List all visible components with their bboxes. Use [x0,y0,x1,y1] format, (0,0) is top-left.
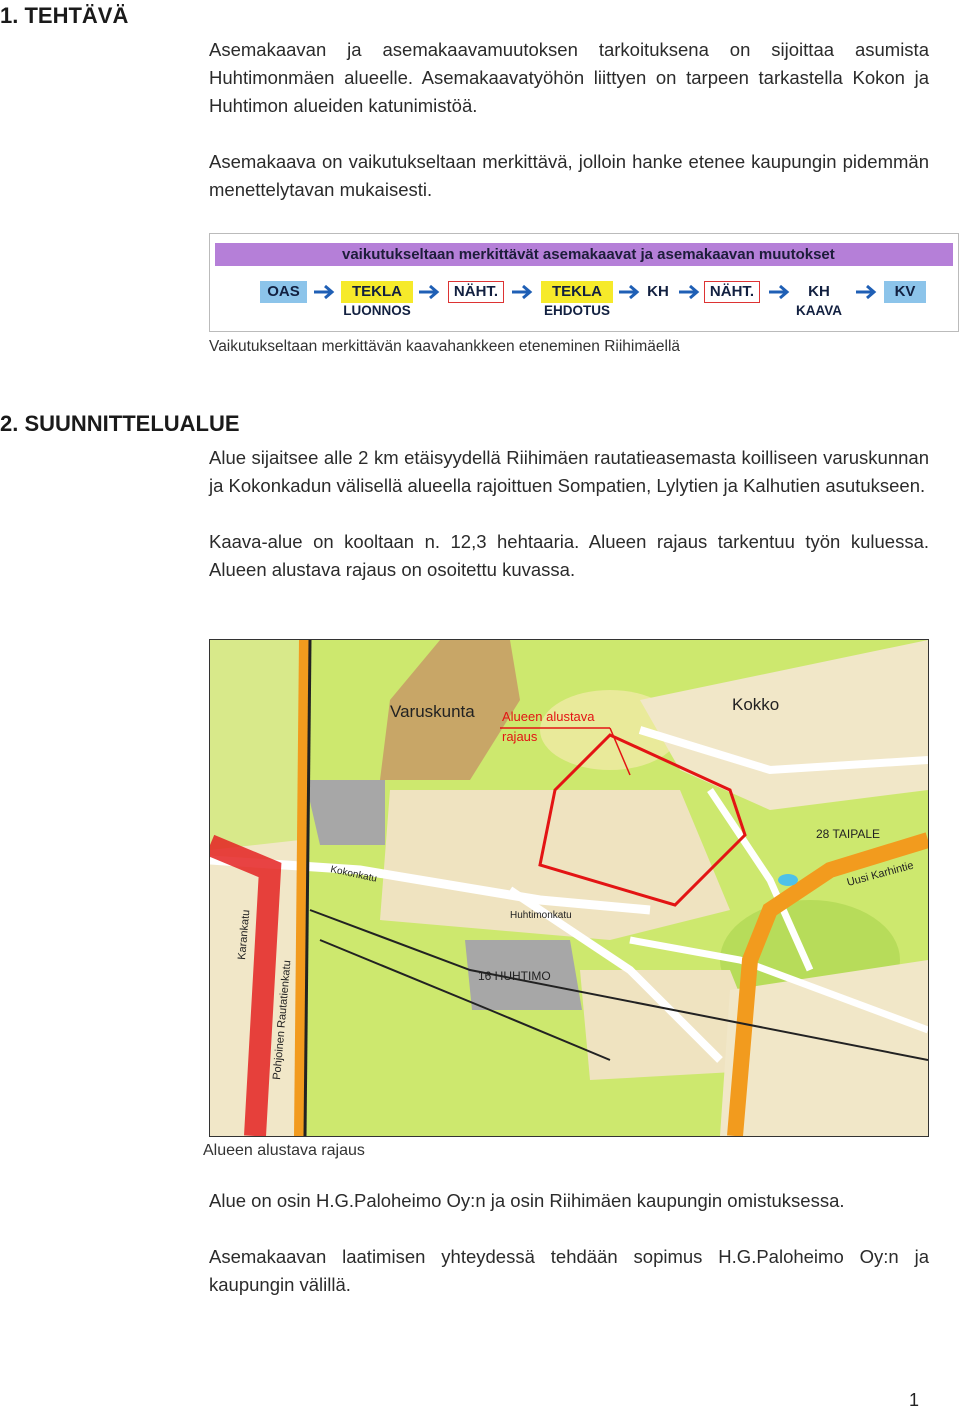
map-street-huhtimonkatu: Huhtimonkatu [510,910,572,921]
paragraph: Asemakaavan laatimisen yhteydessä tehdään sopimus H.G.Paloheimo Oy:n ja kaupungin välillä. [209,1246,929,1295]
paragraph: Asemakaavan ja asemakaavamuutoksen tarkoituksena on sijoittaa asumista Huhtimonmäen alueelle. Asemakaavatyöhön liittyen on tarpeen tarkastella Kokon ja Huhtimon alueiden katunimistöä. [209,39,929,116]
arrow-right-icon [418,283,442,301]
arrow-right-icon [511,283,535,301]
section-2-body [209,444,929,612]
step-sub-luonnos: LUONNOS [343,303,411,318]
section-1-body [209,36,929,232]
step-tekla-ehdotus: TEKLA [541,281,613,303]
process-diagram [209,233,959,332]
arrow-right-icon [618,283,642,301]
process-banner: vaikutukseltaan merkittävät asemakaavat ja asemakaavan muutokset [215,243,953,266]
map-label-huhtimo: 16 HUHTIMO [478,969,551,983]
map-street-uusi-karhintie: Uusi Karhintie [845,859,915,889]
map-street-kokonkatu: Kokonkatu [329,864,378,885]
section-heading-2: 2. SUUNNITTELUALUE [0,411,240,436]
step-kh: KH [647,283,669,300]
section-heading-1: 1. TEHTÄVÄ [0,3,129,28]
step-sub-ehdotus: EHDOTUS [543,303,610,318]
map-caption: Alueen alustava rajaus [203,1142,365,1159]
map-label-taipale: 28 TAIPALE [816,827,881,841]
step-oas: OAS [260,281,307,303]
map-label-varuskunta: Varuskunta [390,702,475,721]
map-label-boundary-2: rajaus [502,729,538,744]
paragraph: Asemakaava on vaikutukseltaan merkittävä, jolloin hanke etenee kaupungin pidemmän menettelytavan mukaisesti. [209,151,929,200]
arrow-right-icon [768,283,792,301]
arrow-right-icon [855,283,879,301]
step-kv: KV [884,281,926,303]
map-label-boundary-1: Alueen alustava [502,709,595,724]
step-naht-1: NÄHT. [448,281,504,303]
step-sub-kaava: KAAVA [796,303,842,318]
map-label-kokko: Kokko [732,695,780,714]
arrow-right-icon [313,283,337,301]
step-kh-kaava: KH [808,283,830,300]
process-caption: Vaikutukseltaan merkittävän kaavahankkeen eteneminen Riihimäellä [209,338,681,355]
step-naht-2: NÄHT. [704,281,760,303]
arrow-right-icon [678,283,702,301]
paragraph: Alue on osin H.G.Paloheimo Oy:n ja osin Riihimäen kaupungin omistuksessa. [209,1190,845,1211]
paragraph: Alue sijaitsee alle 2 km etäisyydellä Riihimäen rautatieasemasta koilliseen varuskunnan ja Kokonkadun välisellä alueella rajoittuen Sompatien, Lylytien ja Kalhutien asutukseen. [209,447,929,496]
page-number: 1 [909,1390,920,1410]
map-street-karankatu: Karankatu [236,909,253,961]
paragraph: Kaava-alue on kooltaan n. 12,3 hehtaaria. Alueen rajaus tarkentuu työn kuluessa. Alueen alustava rajaus on osoitettu kuvassa. [209,531,929,580]
area-map [209,639,929,1137]
map-street-pohjoinen-rautatienkatu: Pohjoinen Rautatienkatu [271,959,294,1081]
step-tekla-luonnos: TEKLA [341,281,413,303]
map-drawing [210,640,928,1136]
closing-body [209,1187,929,1327]
